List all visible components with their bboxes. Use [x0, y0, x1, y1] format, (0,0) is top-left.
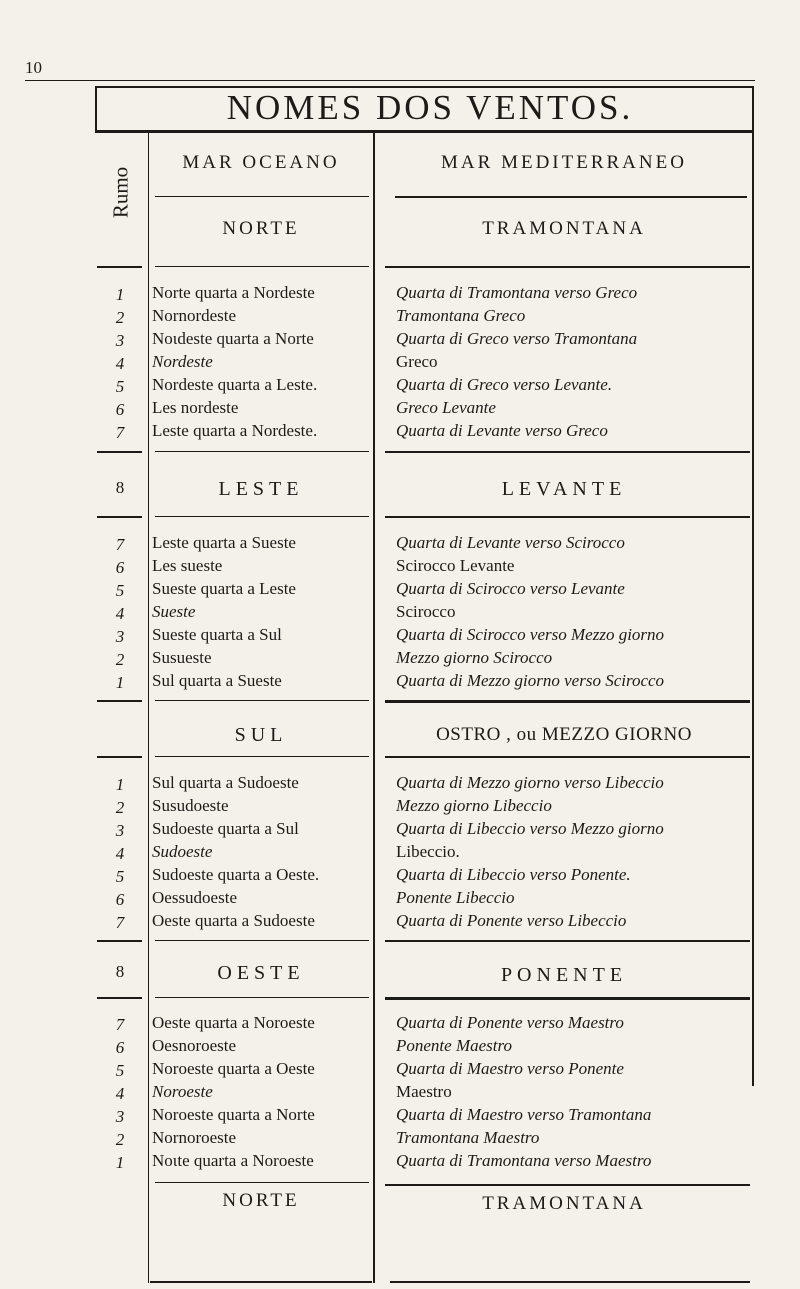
italian-wind: Tramontana Maestro [396, 1128, 540, 1147]
portuguese-wind: Noιte quarta a Noroeste [152, 1151, 314, 1170]
portuguese-wind: Nordeste quarta a Leste. [152, 375, 318, 394]
portuguese-wind: Noroeste [152, 1082, 213, 1101]
row-number: 5 [115, 377, 125, 396]
row-number: 4 [115, 844, 125, 863]
portuguese-wind: Noroeste quarta a Oeste [152, 1059, 315, 1078]
italian-wind: Mezzo giorno Libeccio [396, 796, 552, 815]
portuguese-wind: Norte quarta a Nordeste [152, 283, 315, 302]
page-title: NOMES DOS VENTOS. [226, 88, 634, 127]
portuguese-wind: Sul quarta a Sudoeste [152, 773, 299, 792]
section-rule [385, 451, 750, 453]
italian-wind: Greco Levante [396, 398, 496, 417]
section-rule [155, 756, 369, 757]
portuguese-wind: Nornordeste [152, 306, 237, 325]
italian-wind: Quarta di Levante verso Scirocco [396, 533, 625, 552]
section-rule [155, 700, 369, 701]
italian-wind: Quarta di Libeccio verso Mezzo giorno [396, 819, 664, 838]
row-number: 7 [115, 1015, 125, 1034]
page-number: 10 [25, 58, 42, 77]
portuguese-wind: Les sueste [152, 556, 223, 575]
italian-wind: Quarta di Mezzo giorno verso Libeccio [396, 773, 664, 792]
italian-wind: Tramontana Greco [396, 306, 526, 325]
section-rule [385, 700, 750, 703]
section-heading-leste: LESTE [218, 478, 304, 500]
portuguese-wind: Oesnoroeste [152, 1036, 237, 1055]
row-number: 6 [115, 400, 125, 419]
row-number: 1 [115, 1153, 125, 1172]
italian-wind: Quarta di Scirocco verso Levante [396, 579, 625, 598]
section-rule [385, 516, 750, 518]
portuguese-wind: Sueste quarta a Leste [152, 579, 296, 598]
divider-middle [373, 133, 375, 1283]
italian-wind: Scirocco Levante [396, 556, 515, 575]
rumo-header: Rumo [108, 166, 133, 219]
section-rule [385, 756, 750, 758]
section-rule [97, 940, 142, 942]
portuguese-wind: Sul quarta a Sueste [152, 671, 282, 690]
footer-norte: NORTE [222, 1190, 300, 1211]
italian-wind: Ponente Maestro [396, 1036, 512, 1055]
row-number: 2 [115, 1130, 125, 1149]
row-number: 3 [115, 821, 125, 840]
header-rule-left [155, 196, 369, 197]
section-rule [97, 756, 142, 758]
bottom-rule [390, 1281, 750, 1283]
row-number: 1 [115, 673, 125, 692]
section-number: 8 [115, 962, 125, 981]
row-number: 4 [115, 354, 125, 373]
section-rule [97, 516, 142, 518]
section-rule [385, 940, 750, 942]
row-number: 1 [115, 775, 125, 794]
portuguese-wind: Nordeste [152, 352, 213, 371]
row-number: 1 [115, 285, 125, 304]
section-rule [97, 451, 142, 453]
italian-wind: Quarta di Ponente verso Maestro [396, 1013, 624, 1032]
row-number: 6 [115, 890, 125, 909]
italian-wind: Quarta di Ponente verso Libeccio [396, 911, 627, 930]
portuguese-wind: Noroeste quarta a Norte [152, 1105, 315, 1124]
italian-wind: Quarta di Greco verso Levante. [396, 375, 613, 394]
section-rule [385, 997, 750, 1000]
portuguese-wind: Susudoeste [152, 796, 229, 815]
header-tramontana: TRAMONTANA [482, 218, 646, 239]
row-number: 7 [115, 913, 125, 932]
portuguese-wind: Noιdeste quarta a Norte [152, 329, 314, 348]
italian-wind: Greco [396, 352, 438, 371]
footer-rule [385, 1184, 750, 1186]
italian-wind: Maestro [396, 1082, 452, 1101]
header-mar-mediterraneo: MAR MEDITERRANEO [441, 152, 687, 173]
portuguese-wind: Les nordeste [152, 398, 239, 417]
row-number: 2 [115, 798, 125, 817]
header-rule-right [395, 196, 747, 198]
section-rule [155, 940, 369, 941]
portuguese-wind: Sudoeste [152, 842, 213, 861]
italian-wind: Quarta di Mezzo giorno verso Scirocco [396, 671, 665, 690]
section-rule [155, 451, 369, 452]
portuguese-wind: Oessudoeste [152, 888, 237, 907]
row-number: 3 [115, 1107, 125, 1126]
section-heading-ponente: PONENTE [500, 964, 628, 986]
italian-wind: Quarta di Levante verso Greco [396, 421, 608, 440]
outer-left-border [95, 86, 97, 131]
header-bottom-rule-left [155, 266, 369, 267]
portuguese-wind: Oeste quarta a Noroeste [152, 1013, 315, 1032]
italian-wind: Quarta di Tramontana verso Greco [396, 283, 638, 302]
footer-rule [155, 1182, 369, 1183]
portuguese-wind: Leste quarta a Nordeste. [152, 421, 318, 440]
italian-wind: Mezzo giorno Scirocco [396, 648, 553, 667]
row-number: 6 [115, 1038, 125, 1057]
portuguese-wind: Sueste quarta a Sul [152, 625, 282, 644]
portuguese-wind: Leste quarta a Sueste [152, 533, 296, 552]
portuguese-wind: Susueste [152, 648, 212, 667]
portuguese-wind: Oeste quarta a Sudoeste [152, 911, 315, 930]
portuguese-wind: Sueste [152, 602, 196, 621]
italian-wind: Quarta di Scirocco verso Mezzo giorno [396, 625, 665, 644]
row-number: 3 [115, 627, 125, 646]
italian-wind: Quarta di Maestro verso Ponente [396, 1059, 624, 1078]
bottom-rule-left [150, 1281, 372, 1283]
portuguese-wind: Sudoeste quarta a Oeste. [152, 865, 320, 884]
portuguese-wind: Sudoeste quarta a Sul [152, 819, 299, 838]
row-number: 7 [115, 423, 125, 442]
italian-wind: Quarta di Maestro verso Tramontana [396, 1105, 652, 1124]
top-rule [25, 80, 755, 81]
section-heading-sul: SUL [234, 724, 288, 746]
italian-wind: Libeccio. [396, 842, 460, 861]
header-norte: NORTE [222, 218, 300, 239]
row-number: 6 [115, 558, 125, 577]
italian-wind: Quarta di Libeccio verso Ponente. [396, 865, 631, 884]
row-number: 2 [115, 650, 125, 669]
italian-wind: Scirocco [396, 602, 456, 621]
italian-wind: Quarta di Tramontana verso Maestro [396, 1151, 652, 1170]
row-number: 5 [115, 1061, 125, 1080]
footer-tramontana: TRAMONTANA [482, 1193, 646, 1214]
row-number: 4 [115, 1084, 125, 1103]
section-rule [97, 700, 142, 702]
outer-right-border [752, 86, 754, 1086]
row-number: 5 [115, 867, 125, 886]
row-number: 5 [115, 581, 125, 600]
title-underline [95, 130, 753, 133]
row-number: 2 [115, 308, 125, 327]
section-heading-levante: LEVANTE [501, 478, 627, 500]
row-number: 4 [115, 604, 125, 623]
section-heading-oeste: OESTE [217, 962, 305, 984]
divider-left-col [148, 133, 149, 1283]
section-rule [155, 997, 369, 998]
row-number: 7 [115, 535, 125, 554]
header-mar-oceano: MAR OCEANO [182, 152, 340, 173]
header-bottom-rule-right [385, 266, 750, 268]
section-rule [97, 997, 142, 999]
header-bottom-rule-num [97, 266, 142, 268]
row-number: 3 [115, 331, 125, 350]
section-number: 8 [115, 478, 125, 497]
portuguese-wind: Nornoroeste [152, 1128, 237, 1147]
italian-wind: Quarta di Greco verso Tramontana [396, 329, 638, 348]
italian-wind: Ponente Libeccio [396, 888, 515, 907]
section-heading-ostro: OSTRO , ou MEZZO GIORNO [436, 724, 692, 745]
section-rule [155, 516, 369, 517]
